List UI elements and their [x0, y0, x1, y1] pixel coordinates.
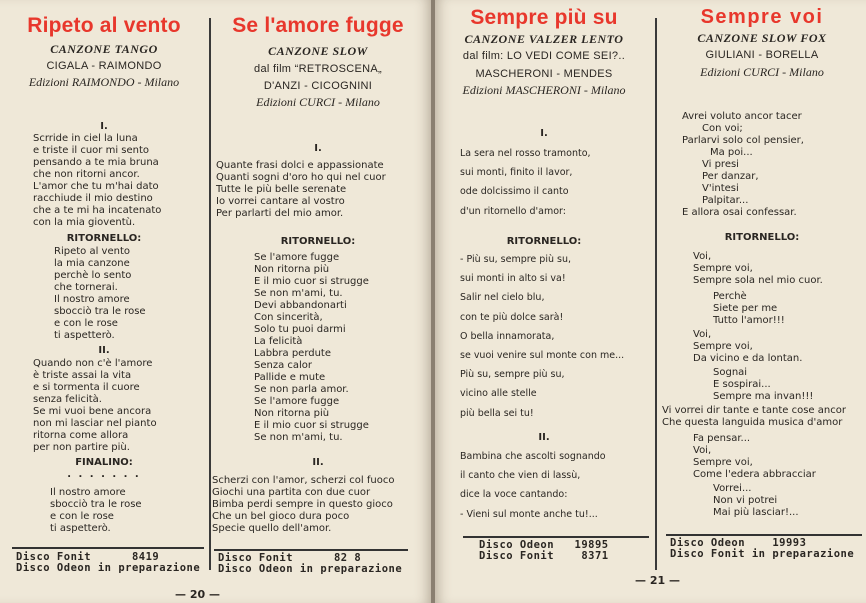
lyric-line: la mia canzone	[54, 258, 130, 269]
section-number: II.	[312, 457, 324, 468]
chorus-label: RITORNELLO:	[506, 236, 582, 247]
finale-label: FINALINO:	[75, 457, 133, 468]
lyric-line: Sognai	[713, 367, 748, 378]
song-film: dal film “RETROSCENA„	[254, 63, 382, 75]
lyric-line: E allora osai confessar.	[682, 207, 797, 218]
disc-info: Disco Fonit in preparazione	[670, 548, 855, 560]
disc-rule	[12, 547, 204, 549]
song-publisher: Edizioni MASCHERONI - Milano	[462, 83, 626, 97]
lyric-line: è triste assai la vita	[33, 370, 132, 381]
lyric-line: perchè lo sento	[54, 270, 132, 281]
lyric-line: L'amor che tu m'hai dato	[33, 181, 159, 192]
section-number: I.	[100, 121, 108, 132]
chorus	[54, 246, 146, 342]
lyric-line: e triste il cuor mi sento	[33, 145, 150, 156]
lyric-line: sui monti in alto si va!	[460, 273, 566, 285]
lyric-line: più bella sei tu!	[460, 407, 534, 419]
song-genre: CANZONE TANGO	[50, 42, 158, 56]
lyric-line: Palpitar...	[702, 195, 749, 206]
lyric-line: Scrride in ciel la luna	[33, 133, 138, 144]
lyric-line: Senza calor	[254, 360, 313, 371]
lyric-line: Tutto l'amor!!!	[713, 315, 785, 326]
lyric-line: e con le rose	[50, 511, 114, 522]
song-authors: MASCHERONI - MENDES	[475, 68, 613, 80]
lyric-line: Sempre sola nel mio cuor.	[693, 275, 823, 286]
lyric-line: Voi,	[693, 445, 712, 456]
column-divider	[209, 18, 211, 570]
verse	[212, 475, 394, 535]
lyric-line: La sera nel rosso tramonto,	[460, 148, 591, 159]
lyric-line: Se mi vuoi bene ancora	[33, 406, 152, 417]
lyric-line: ti aspetterò.	[50, 523, 111, 534]
chorus	[460, 250, 624, 423]
lyric-line: Se non parla amor.	[254, 384, 349, 395]
lyric-line: Solo tu puoi darmi	[254, 324, 346, 335]
lyric-line: ti aspetterò.	[54, 330, 115, 341]
lyric-line: Da vicino e da lontan.	[693, 353, 803, 364]
lyric-line: Avrei voluto ancor tacer	[682, 111, 802, 122]
lyric-line: Non ritorna più	[254, 264, 330, 275]
chorus	[713, 291, 785, 327]
disc-info: Disco Fonit 82 8	[218, 552, 362, 564]
lyric-line: Sempre voi,	[693, 341, 753, 352]
song-publisher: Edizioni CURCI - Milano	[256, 95, 380, 109]
lyric-line: sbocciò tra le rose	[50, 499, 142, 510]
song-se-l-amore-fugge	[212, 0, 431, 575]
song-genre: CANZONE SLOW	[268, 44, 368, 58]
lyric-line: Bambina che ascolti sognando	[460, 451, 606, 462]
lyric-line: Parlarvi solo col pensier,	[682, 135, 804, 146]
song-authors: D'ANZI - CICOGNINI	[263, 80, 373, 92]
chorus-label: RITORNELLO:	[280, 236, 356, 247]
bridge	[662, 405, 846, 429]
page-number: — 21 —	[635, 574, 680, 587]
lyric-line: ritorna come allora	[33, 430, 129, 441]
lyric-line: se vuoi venire sul monte con me...	[460, 350, 625, 362]
lyric-line: Quanti sogni d'oro ho qui nel cuor	[216, 172, 386, 183]
lyric-line: vicino alle stelle	[460, 388, 537, 400]
lyric-line: con la mia gioventù.	[33, 217, 136, 228]
lyric-line: Salir nel cielo blu,	[460, 292, 545, 304]
lyric-line: Sempre voi,	[693, 457, 753, 468]
right-page	[435, 0, 866, 603]
lyric-line: e con le rose	[54, 318, 118, 329]
song-title: Ripeto al vento	[27, 14, 181, 37]
disc-rule	[214, 549, 408, 551]
lyric-line: E il mio cuor si strugge	[254, 276, 369, 287]
lyric-line: d'un ritornello d'amor:	[460, 205, 566, 217]
lyric-line: - Vieni sul monte anche tu!...	[460, 508, 598, 520]
lyric-line: E il mio cuor si strugge	[254, 420, 369, 431]
lyric-line: dice la voce cantando:	[460, 489, 568, 501]
disc-info: Disco Fonit 8371	[479, 550, 609, 562]
lyric-line: Quante frasi dolci e appassionate	[216, 160, 384, 171]
lyric-line: Che questa languida musica d'amor	[662, 417, 843, 428]
song-authors: CIGALA - RAIMONDO	[46, 60, 162, 72]
lyric-line: Vorrei...	[713, 483, 752, 494]
disc-info: Disco Odeon in preparazione	[16, 562, 201, 574]
lyric-line: che tornerai.	[54, 282, 118, 293]
disc-rule	[463, 536, 649, 538]
disc-rule	[666, 534, 862, 536]
lyric-line: Specie quello dell'amor.	[212, 523, 332, 534]
lyric-line: Ripeto al vento	[54, 246, 130, 257]
lyric-line: Per parlarti del mio amor.	[216, 208, 344, 219]
lyric-line: Più su, sempre più su,	[460, 369, 565, 381]
lyric-line: V'intesi	[702, 183, 739, 194]
lyric-line: Sempre voi,	[693, 263, 753, 274]
lyric-line: Voi,	[693, 251, 712, 262]
chorus-label: RITORNELLO:	[724, 232, 800, 243]
lyric-line: che non ritorni ancor.	[33, 169, 140, 180]
ellipsis-dots: . . . . . . .	[67, 469, 141, 480]
lyric-line: Con voi;	[702, 123, 743, 134]
lyric-line: O bella innamorata,	[460, 330, 555, 342]
chorus-label: RITORNELLO:	[66, 233, 142, 244]
section-number: I.	[314, 143, 322, 154]
left-page	[0, 0, 431, 603]
column-divider	[655, 18, 657, 570]
lyric-line: che a te mi ha incatenato	[33, 205, 162, 216]
verse	[33, 133, 161, 229]
lyric-line: Giochi una partita con due cuor	[212, 487, 371, 498]
lyric-line: Devi abbandonarti	[254, 300, 347, 311]
song-publisher: Edizioni RAIMONDO - Milano	[28, 75, 180, 89]
song-genre: CANZONE VALZER LENTO	[464, 32, 624, 46]
lyric-line: Vi vorrei dir tante e tante cose ancor	[662, 405, 846, 416]
finale	[50, 487, 142, 535]
verse	[682, 111, 804, 219]
song-film: dal film: LO VEDI COME SEI?..	[462, 50, 626, 62]
song-sempre-voi	[658, 0, 866, 575]
lyric-line: Che un bel gioco dura poco	[212, 511, 350, 522]
lyric-line: racchiude il mio destino	[33, 193, 153, 204]
lyric-line: Sempre ma invan!!!	[713, 391, 814, 402]
disc-info: Disco Odeon 19895	[479, 539, 609, 551]
lyric-line: per non partire più.	[33, 442, 130, 453]
lyric-line: E sospirai...	[713, 379, 771, 390]
lyric-line: con te più dolce sarà!	[460, 311, 564, 323]
lyric-line: Non vi potrei	[713, 495, 778, 506]
lyric-line: Pallide e mute	[254, 372, 326, 383]
song-authors: GIULIANI - BORELLA	[705, 49, 819, 61]
section-number: I.	[540, 128, 548, 139]
lyric-line: Vi presi	[702, 159, 739, 170]
lyric-line: Se non m'ami, tu.	[254, 288, 343, 299]
lyric-line: Perchè	[713, 291, 747, 302]
chorus	[693, 329, 802, 365]
lyric-line: Ma poi...	[710, 147, 753, 158]
song-ripeto-al-vento	[0, 0, 208, 575]
page-number: — 20 —	[175, 588, 220, 601]
chorus	[713, 367, 813, 403]
lyric-line: Se l'amore fugge	[254, 396, 340, 407]
lyric-line: senza felicità.	[33, 394, 102, 405]
verse	[33, 358, 157, 454]
disc-info: Disco Odeon 19993	[670, 537, 807, 549]
song-title: Sempre più su	[470, 6, 618, 29]
lyric-line: e si tormenta il cuore	[33, 382, 140, 393]
lyric-line: Fa pensar...	[693, 433, 751, 444]
lyric-line: - Più su, sempre più su,	[460, 254, 571, 265]
lyric-line: Come l'edera abbracciar	[693, 469, 816, 480]
disc-info: Disco Fonit 8419	[16, 551, 160, 563]
chorus	[693, 433, 816, 481]
lyric-line: Se l'amore fugge	[254, 252, 340, 263]
lyric-line: Se non m'ami, tu.	[254, 432, 343, 443]
chorus	[713, 483, 799, 519]
section-number: II.	[538, 432, 550, 443]
lyric-line: sui monti, finito il lavor,	[460, 167, 573, 179]
lyric-line: sbocciò tra le rose	[54, 306, 146, 317]
lyric-line: Voi,	[693, 329, 712, 340]
lyric-line: Con sincerità,	[254, 312, 323, 323]
lyric-line: ode dolcissimo il canto	[460, 186, 569, 198]
lyric-line: Il nostro amore	[50, 487, 126, 498]
lyric-line: non mi lasciar nel pianto	[33, 418, 157, 429]
lyric-line: Siete per me	[713, 303, 778, 314]
lyric-line: pensando a te mia bruna	[33, 157, 159, 168]
song-title: Se l'amore fugge	[232, 14, 404, 37]
lyric-line: Bimba perdi sempre in questo gioco	[212, 499, 393, 510]
song-genre: CANZONE SLOW FOX	[697, 31, 827, 45]
lyric-line: Scherzi con l'amor, scherzi col fuoco	[212, 475, 395, 486]
section-number: II.	[98, 345, 110, 356]
lyric-line: Non ritorna più	[254, 408, 330, 419]
chorus	[254, 252, 369, 444]
chorus	[693, 251, 823, 287]
song-title: Sempre voi	[700, 6, 824, 28]
verse	[460, 447, 606, 524]
lyric-line: Il nostro amore	[54, 294, 130, 305]
verse	[216, 160, 386, 220]
lyric-line: Per danzar,	[702, 171, 759, 182]
disc-info: Disco Odeon in preparazione	[218, 563, 403, 575]
lyric-line: Labbra perdute	[254, 348, 332, 359]
lyric-line: Io vorrei cantare al vostro	[216, 196, 345, 207]
lyric-line: Mai più lasciar!...	[713, 507, 799, 518]
song-publisher: Edizioni CURCI - Milano	[700, 65, 824, 79]
lyric-line: Tutte le più belle serenate	[216, 184, 347, 195]
lyric-line: Quando non c'è l'amore	[33, 358, 153, 369]
lyric-line: La felicità	[254, 336, 303, 347]
verse	[460, 144, 591, 221]
song-sempre-piu-su	[435, 0, 653, 575]
lyric-line: il canto che vien di lassù,	[460, 470, 581, 482]
